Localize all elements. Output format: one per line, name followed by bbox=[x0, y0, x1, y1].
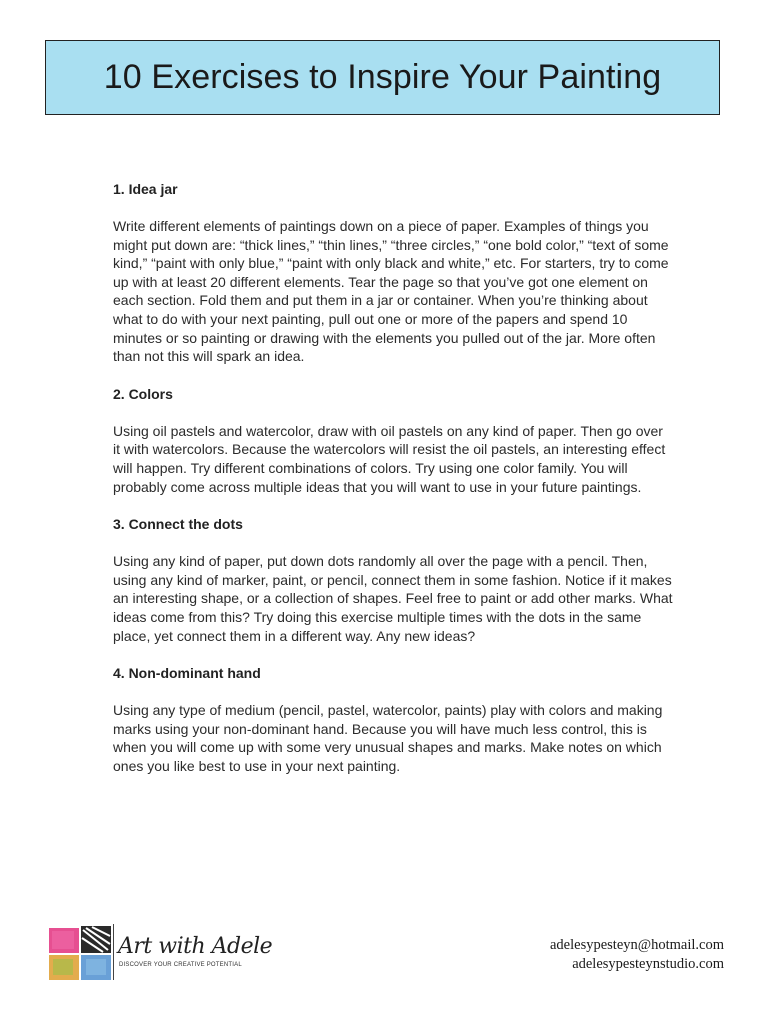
exercise-section bbox=[113, 385, 673, 496]
section-body: Using any kind of paper, put down dots randomly all over the page with a pencil. Then, using any kind of marker, paint, or pencil, connect them in some fashion. Notice if it makes an interesting shape, or a collection of shapes. Feel free to paint or add other marks. What ideas come from this? Try doing this exercise multiple times with the dots in the same place, yet connect them in a different way. Any new ideas? bbox=[113, 553, 673, 644]
page-footer bbox=[48, 922, 724, 984]
exercise-section bbox=[113, 515, 673, 645]
email-link[interactable]: adelesypesteyn@hotmail.com bbox=[549, 937, 724, 953]
logo-tagline: DISCOVER YOUR CREATIVE POTENTIAL bbox=[119, 962, 242, 968]
art-with-adele-logo bbox=[48, 922, 273, 982]
section-heading: 2. Colors bbox=[113, 385, 173, 402]
section-heading: 1. Idea jar bbox=[113, 181, 178, 197]
section-body: Using oil pastels and watercolor, draw with oil pastels on any kind of paper. Then go over it with watercolors. Because the watercolors will resist the oil pastels, an interesting effect will happen. Try different combinations of colors. Try using one color family. You will probably come across multiple ideas that you will want to use in your future paintings. bbox=[113, 422, 666, 495]
section-body: Using any type of medium (pencil, pastel, watercolor, paints) play with colors and making marks using your non-dominant hand. Because you will have much less control, this is when you will come up with some very unusual shapes and marks. Make notes on which ones you like best to use in your next painting. bbox=[113, 702, 663, 774]
section-body: Write different elements of paintings down on a piece of paper. Examples of things you might put down are: “thick lines,” “thin lines,” “three circles,” “one bold color,” “text of some kind,” “paint with only blue,” “paint with only black and white,” etc. For starters, try to come up with at least 20 different elements. Tear the page so that you’ve got one element on each section. Fold them and put them in a jar or container. When you’re thinking about what to do with your next painting, pull out one or more of the papers and spend 10 minutes or so painting or drawing with the elements you pulled out of the jar. More often than not this will spark an idea. bbox=[113, 218, 669, 365]
exercise-section bbox=[113, 180, 673, 366]
website-link[interactable]: adelesypesteynstudio.com bbox=[572, 956, 724, 972]
exercise-list bbox=[113, 180, 673, 794]
section-heading: 3. Connect the dots bbox=[113, 516, 243, 533]
logo-divider bbox=[113, 924, 114, 980]
contact-info bbox=[550, 936, 724, 974]
logo-wordmark: Art with Adele bbox=[118, 934, 273, 959]
title-banner bbox=[45, 40, 720, 115]
page-title: 10 Exercises to Inspire Your Painting bbox=[103, 58, 662, 96]
section-heading: 4. Non-dominant hand bbox=[113, 665, 261, 682]
watercolor-squares-icon bbox=[48, 922, 112, 982]
exercise-section bbox=[113, 664, 673, 775]
